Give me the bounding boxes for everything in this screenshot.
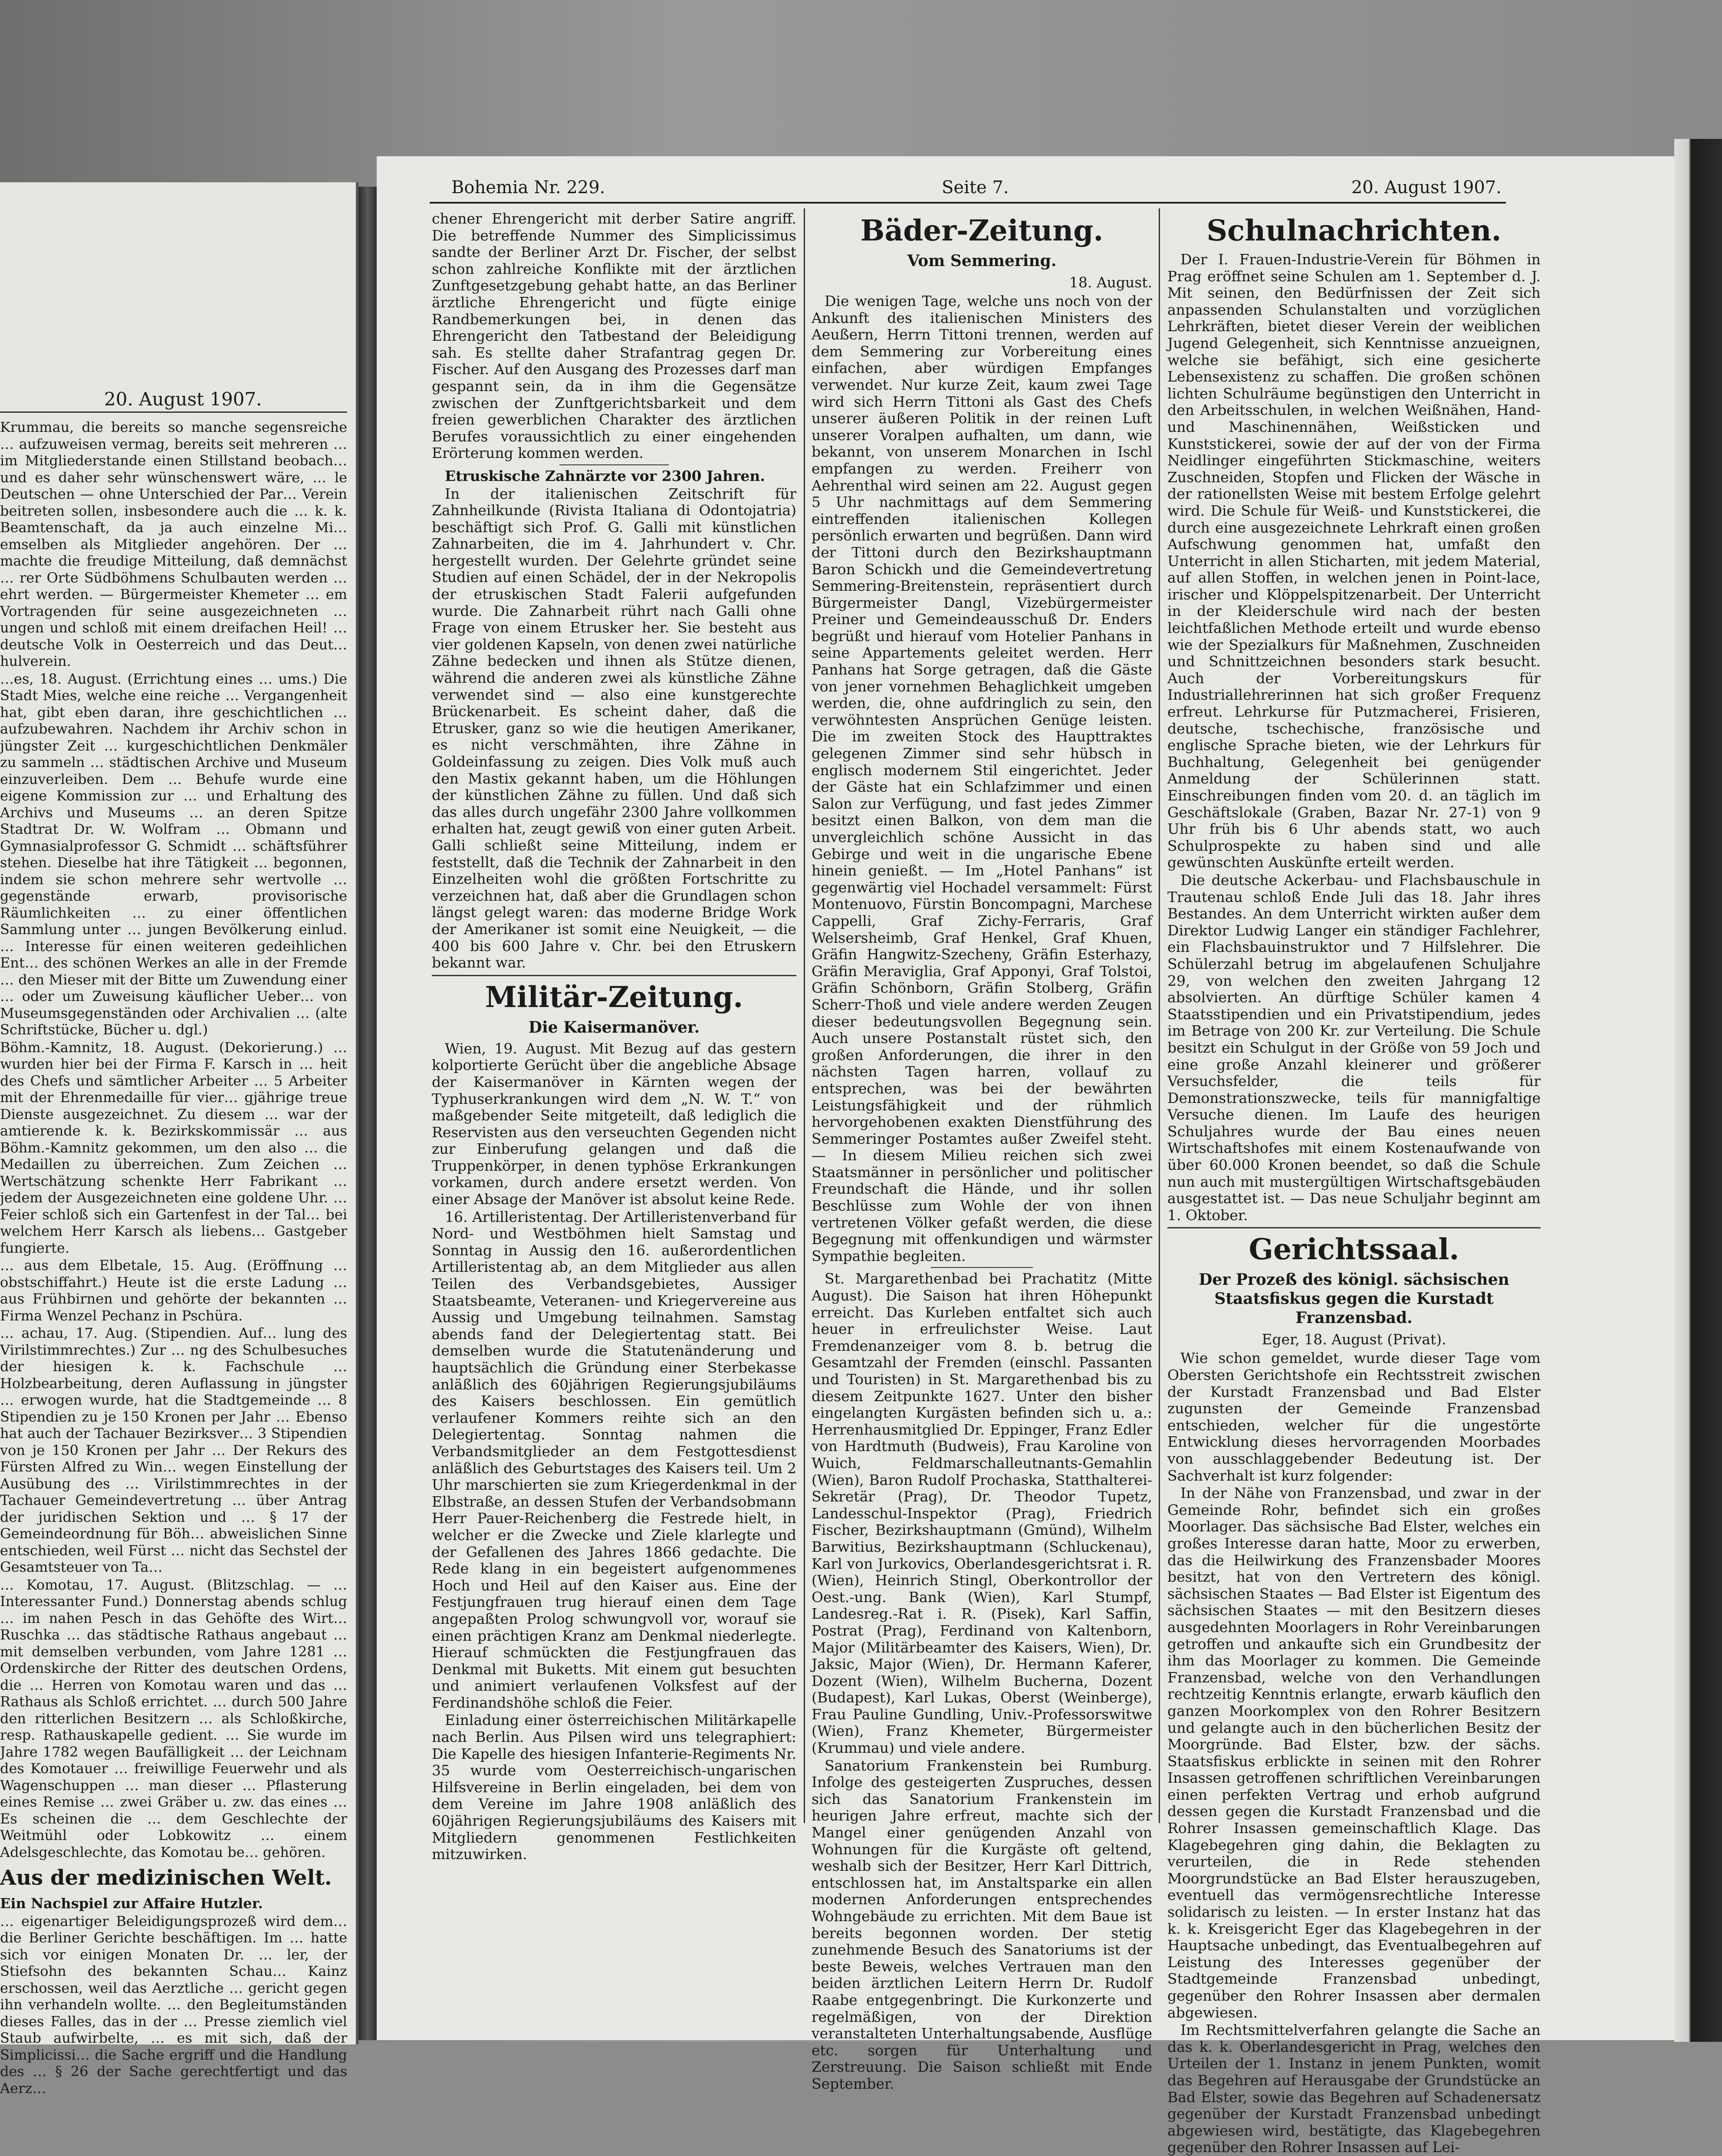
left-article-1: Krummau, die bereits so manche segensreiche … aufzuweisen vermag, bereits seit mehreren … im Mitgliederstande einen Stillstand beobach… und es daher sehr wünschenswert wäre, … le Deutschen — ohne Unterschied der Par… Verein beitreten sollen, insbesondere auch die … k. k. Beamtenschaft, da ja auch einzelne Mi… emselben als Mitglieder angehören. Der … machte die freudige Mitteilung, daß demnächst … rer Orte Südböhmens Schulbauten werden … ehrt werden. — Bürgermeister Khemeter … em Vortragenden für seine ausgezeichneten … ungen und schloß mit einem dreifachen Heil! … deutsche Volk in Oesterreich und das Deut… hulverein.: [0, 419, 347, 669]
left-page-rule: [0, 411, 347, 413]
court-subheading: Der Prozeß des königl. sächsischen Staatsfiskus gegen die Kurstadt Franzensbad.: [1199, 1271, 1509, 1327]
school-section-heading: Schulnachrichten.: [1206, 214, 1502, 247]
left-page-date: 20. August 1907.: [104, 388, 262, 410]
book-binding-edge: [1674, 139, 1722, 2042]
left-article-4: … aus dem Elbetale, 15. Aug. (Eröffnung … obstschiffahrt.) Heute ist die erste Ladung … aus Frühbirnen und gehörte der bekannten … Firma Wenzel Pechanz in Pschüra.: [0, 1257, 347, 1324]
column-3: [1167, 211, 1541, 2156]
book-gutter: [358, 187, 377, 2040]
column-divider-1: [804, 208, 805, 1823]
left-section-subheading: Ein Nachspiel zur Affaire Hutzler.: [0, 1895, 263, 1912]
margarethenbad-article: St. Margarethenbad bei Prachatitz (Mitte August). Die Saison hat ihren Höhepunkt erreicht. Das Kurleben entfaltet sich auch heuer in erfreulichster Weise. Laut Fremdenanzeiger vom 8. b. betrug die Gesamtzahl der Fremden (einschl. Passanten und Touristen) in St. Margarethenbad bis zu diesem Zeitpunkte 1627. Unter den bisher eingelangten Kurgästen befinden sich u. a.: Herrenhausmitglied Dr. Eppinger, Franz Edler von Hardtmuth (Budweis), Frau Karoline von Wuich, Feldmarschalleutnants-Gemahlin (Wien), Baron Rudolf Prochaska, Statthalterei-Sekretär (Prag), Dr. Theodor Tupetz, Landesschul-Inspektor (Prag), Friedrich Fischer, Bezirkshauptmann (Gmünd), Wilhelm Barwitius, Bezirkshauptmann (Schluckenau), Karl von Jurkovics, Oberlandesgerichtsrat i. R. (Wien), Heinrich Stingl, Oberkontrollor der Oest.-ung. Bank (Wien), Karl Stumpf, Landesreg.-Rat i. R. (Pisek), Karl Saffin, Postrat (Prag), Ferdinand von Kaltenborn, Major (Militärbeamter des Kaisers, Wien), Dr. Jaksic, Major (Wien), Dr. Hermann Kaferer, Dozent (Wien), Wilhelm Bucherna, Dozent (Budapest), Karl Lukas, Oberst (Weinberge), Frau Pauline Gundling, Univ.-Professorswitwe (Wien), Franz Khemeter, Bürgermeister (Krummau) und viele andere.: [812, 1270, 1152, 1757]
column-divider-2: [1159, 208, 1160, 1823]
military-article-3: Einladung einer österreichischen Militärkapelle nach Berlin. Aus Pilsen wird uns telegraphiert: Die Kapelle des hiesigen Infanterie-Regiments Nr. 35 wurde vom Oesterreichisch-ungarischen Hilfsvereine in Berlin eingeladen, bei dem von dem Vereine im Jahre 1908 anläßlich des 60jährigen Regierungsjubiläums des Kaisers mit Mitgliedern genommenen Festlichkeiten mitzuwirken.: [432, 1712, 797, 1863]
baths-subheading: Vom Semmering.: [907, 252, 1057, 270]
court-dateline: Eger, 18. August (Privat).: [1262, 1331, 1446, 1348]
simplicissimus-article: chener Ehrengericht mit derber Satire angriff. Die betreffende Nummer des Simplicissimus sandte der Berliner Arzt Dr. Fischer, der selbst schon zahlreiche Konflikte mit der ärztlichen Zunftgesetzgebung gehabt hatte, an das Berliner ärztliche Ehrengericht und fügte einige Randbemerkungen bei, in denen das Ehrengericht den Tatbestand der Beleidigung sah. Es stellte daher Strafantrag gegen Dr. Fischer. Auf den Ausgang des Prozesses darf man gespannt sein, da in ihm die Gegensätze zwischen der Zunftgerichtsbarkeit und dem freien gewerblichen Charakter des ärztlichen Berufes voraussichtlich zu einer eingehenden Erörterung kommen werden.: [432, 210, 796, 462]
left-page-column: [0, 419, 347, 2097]
baths-section-heading: Bäder-Zeitung.: [860, 214, 1104, 247]
frauen-industrie-article: Der I. Frauen-Industrie-Verein für Böhmen in Prag eröffnet seine Schulen am 1. September d. J. Mit seinen, den Bedürfnissen der Zeit sich anpassenden Schulanstalten und vorzüglichen Lehrkräften, bietet dieser Verein der weiblichen Jugend Gelegenheit, sich Kenntnisse anzueignen, welche sie befähigt, sich eine gesicherte Lebensexistenz zu schaffen. Die großen schönen lichten Schulräume begünstigen den Unterricht in den Arbeitsschulen, in welchen Weißnähen, Hand- und Maschinennähen, Weißsticken und Kunststickerei, sowie der auf der von der Firma Neidlinger eingeführten Stickmaschine, weiters Zuschneiden, Stopfen und Flicken der Wäsche in der rationellsten Weise mit bestem Erfolge gelehrt wird. Die Schule für Weiß- und Kunststickerei, die durch eine ausgezeichnete Lehrkraft einen großen Aufschwung genommen hat, umfaßt den Unterricht in allen Sticharten, mit jedem Material, auf allen Stoffen, in welchen jenen in Point-lace, irischer und Klöppelspitzenarbeit. Der Unterricht in der Kleiderschule wird nach der besten leichtfaßlichen Methode erteilt und wurde ebenso wie der Spezialkurs für Maßnehmen, Zuschneiden und Schnittzeichnen besonders stark besucht. Auch der Vorbereitungskurs für Industriallehrerinnen hat sich großer Frequenz erfreut. Lehrkurse für Putzmacherei, Frisieren, deutsche, tschechische, französische und englische Sprache bieten, wie der Lehrkurs für Buchhaltung, Gelegenheit bei genügender Anmeldung der Schülerinnen statt. Einschreibungen finden vom 20. d. an täglich im Geschäftslokale (Graben, Bazar Nr. 27-1) von 9 Uhr früh bis 6 Uhr abends statt, wo auch Schulprospekte zu haben sind und alle gewünschten Auskünfte erteilt werden.: [1167, 251, 1541, 871]
military-article-2: 16. Artilleristentag. Der Artilleristenverband für Nord- und Westböhmen hielt Samstag und Sonntag in Aussig den 16. außerordentlichen Artilleristentag ab, an dem Mitglieder aus allen Teilen des Verbandsgebietes, Aussiger Staatsbeamte, Veteranen- und Kriegervereine aus Aussig und Umgebung teilnahmen. Samstag abends fand der Delegiertentag statt. Bei demselben wurde die Statutenänderung und hauptsächlich die Gründung einer Sterbekasse anläßlich des 60jährigen Regierungsjubiläums des Kaisers beschlossen. Ein gemütlich verlaufener Kommers reihte sich an den Delegiertentag. Sonntag nahmen die Verbandsmitglieder an dem Festgottesdienst anläßlich des Geburtstages des Kaisers teil. Um 2 Uhr marschierten sie zum Kriegerdenkmal in der Elbstraße, an dessen Stufen der Verbandsobmann Herr Pauer-Reichenberg die Festrede hielt, in welcher er die Zwecke und Ziele klarlegte und der Gefallenen des Jahres 1866 gedachte. Die Rede klang in ein begeistert aufgenommenes Hoch und Heil auf den Kaiser aus. Eine der Festjungfrauen trug hierauf einen dem Tage angepaßten Prolog schwungvoll vor, worauf sie einen prächtigen Kranz am Denkmal niederlegte. Hierauf schmückten die Festjungfrauen das Denkmal mit Buketts. Mit einem gut besuchten und animiert verlaufenen Volksfest auf der Ferdinandshöhe schloß die Feier.: [432, 1208, 796, 1711]
article-separator: [931, 1267, 1033, 1268]
etruscan-article: In der italienischen Zeitschrift für Zahnheilkunde (Rivista Italiana di Odontojatria) beschäftigt sich Prof. G. Galli mit künstlichen Zahnarbeiten, die im 4. Jahrhundert v. Chr. hergestellt wurden. Der Gelehrte gründet seine Studien auf einen Schädel, der in der Nekropolis der etruskischen Stadt Falerii aufgefunden wurde. Die Zahnarbeit rührt nach Galli ohne Frage von einem Etrusker her. Sie besteht aus vier goldenen Kapseln, von denen zwei natürliche Zähne bedecken und ihnen als Stütze dienen, während die anderen zwei als künstliche Zähne verwendet sind — also eine kunstgerechte Brückenarbeit. Es scheint daher, daß die Etrusker, ganz so wie die heutigen Amerikaner, es nicht verschmähten, ihre Zähne in Goldeinfassung zu zeigen. Dies Volk muß auch den Mastix gekannt haben, um die Höhlungen der künstlichen Zähne zu füllen. Und daß sich das alles durch ungefähr 2300 Jahre vollkommen erhalten hat, zeugt gewiß von einer guten Arbeit. Galli schließt seine Mitteilung, indem er feststellt, daß die Technik der Zahnarbeit in den Einzelheiten wohl die größten Fortschritte zu verzeichnen hat, daß aber die Grundlagen schon längst gelegt waren: das moderne Bridge Work der Amerikaner ist somit eine Neuigkeit, — die 400 bis 600 Jahre v. Chr. bei den Etruskern bekannt war.: [432, 485, 796, 971]
header-issue: Bohemia Nr. 229.: [451, 178, 605, 197]
section-rule: [432, 975, 796, 976]
etruscan-article-title: Etruskische Zahnärzte vor 2300 Jahren.: [445, 467, 765, 484]
column-1: [432, 210, 797, 1863]
military-section-heading: Militär-Zeitung.: [485, 980, 743, 1014]
court-article-2: In der Nähe von Franzensbad, und zwar in der Gemeinde Rohr, befindet sich ein großes Moorlager. Das sächsische Bad Elster, welches ein großes Interesse daran hatte, Moor zu erwerben, das die Heilwirkung des Franzensbader Moores besitzt, hat von den Vertretern des königl. sächsischen Staates — Bad Elster ist Eigentum des sächsischen Staates — mit den Besitzern dieses ausgedehnten Moorlagers in Rohr Vereinbarungen getroffen und ankaufte sich ein Grundbesitz der ihm das Moorlager zu kommen. Die Gemeinde Franzensbad, welche von den Verhandlungen rechtzeitig Kenntnis erlangte, erwarb käuflich den ganzen Moorkomplex von den Rohrer Besitzern und gelangte auch in den bücherlichen Besitz der Moorgründe. Bad Elster, bzw. der sächs. Staatsfiskus erblickte in seinen mit den Rohrer Insassen getroffenen schriftlichen Vereinbarungen einen perfekten Vertrag und erhob aufgrund dessen gegen die Kurstadt Franzensbad und die Rohrer Insassen gemeinschaftlich Klage. Das Klagebegehren ging dahin, die Beklagten zu verurteilen, die in Rede stehenden Moorgrundstücke an Bad Elster herauszugeben, eventuell das vermögensrechtliche Interesse solidarisch zu leisten. — In erster Instanz hat das k. k. Kreisgericht Eger das Klagebegehren in der Hauptsache unbedingt, das Eventualbegehren auf Leistung des Interesses gegenüber der Stadtgemeinde Franzensbad unbedingt, gegenüber den Rohrer Insassen aber dermalen abgewiesen.: [1167, 1485, 1541, 2021]
article-separator: [559, 464, 669, 465]
header-date: 20. August 1907.: [1351, 178, 1502, 197]
court-article-1: Wie schon gemeldet, wurde dieser Tage vom Obersten Gerichtshofe ein Rechtsstreit zwischen der Kurstadt Franzensbad und Bad Elster zugunsten der Gemeinde Franzensbad entschieden, welcher für die ungestörte Entwicklung dieses hervorragenden Moorbades von ausschlaggebender Bedeutung ist. Der Sachverhalt ist kurz folgender:: [1167, 1350, 1541, 1484]
military-article-1: Wien, 19. August. Mit Bezug auf das gestern kolportierte Gerücht über die angebliche Absage der Kaisermanöver in Kärnten wegen der Typhuserkrankungen wird dem „N. W. T.“ von maßgebender Seite mitgeteilt, daß lediglich die Reservisten aus den verseuchten Gegenden nicht zur Einberufung gelangen und daß die Truppenkörper, in denen typhöse Erkrankungen vorkamen, durch andere ersetzt werden. Von einer Absage der Manöver ist absolut keine Rede.: [432, 1040, 796, 1208]
trautenau-article: Die deutsche Ackerbau- und Flachsbauschule in Trautenau schloß Ende Juli das 18. Jahr ihres Bestandes. An dem Unterricht wirkten außer dem Direktor Ludwig Langer ein ständiger Fachlehrer, ein Flachsbauinstruktor und 7 Hilfslehrer. Die Schülerzahl betrug im abgelaufenen Schuljahre 29, von welchen den zweiten Jahrgang 12 absolvierten. An dürftige Schüler kamen 4 Staatsstipendien und ein Privatstipendium, jedes im Betrage von 200 Kr. zur Verteilung. Die Schule besitzt ein Schulgut in der Größe von 59 Joch und eine große Anzahl kleinerer und größerer Versuchsfelder, die teils für Demonstrationszwecke, teils für mannigfaltige Versuche dienen. Im Laufe des heurigen Schuljahres wurde der Bau eines neuen Wirtschaftshofes mit einem Kostenaufwande von über 60.000 Kronen beendet, so daß die Schule nun auch mit mustergültigen Wirtschaftsgebäuden ausgestattet ist. — Das neue Schuljahr beginnt am 1. Oktober.: [1167, 871, 1541, 1224]
section-rule: [1167, 1227, 1541, 1228]
column-2: [812, 211, 1152, 2092]
left-article-5: … achau, 17. Aug. (Stipendien. Auf… lung des Virilstimmrechtes.) Zur … ng des Schulbesuches der hiesigen k. k. Fachschule … Holzbearbeitung, deren Auflassung in jüngster … erwogen wurde, hat die Stadtgemeinde … 8 Stipendien zu je 150 Kronen per Jahr … Ebenso hat auch der Tachauer Bezirksver… 3 Stipendien von je 150 Kronen per Jahr … Der Rekurs des Fürsten Alfred zu Win… wegen Einstellung der Ausübung des … Virilstimmrechtes in der Tachauer Gemeindevertretung … über Antrag der juridischen Sektion und … § 17 der Gemeindeordnung für Böh… abweislichen Sinne entschieden, weil Fürst … nicht das Sechstel der Gesamtsteuer von Ta…: [0, 1325, 347, 1575]
military-subheading: Die Kaisermanöver.: [528, 1018, 700, 1037]
left-article-3: Böhm.-Kamnitz, 18. August. (Dekorierung.) … wurden hier bei der Firma F. Karsch in … heit des Chefs und sämtlicher Arbeiter … 5 Arbeiter mit der Ehrenmedaille für vier… gjährige treue Dienste ausgezeichnet. Zu diesem … war der amtierende k. k. Bezirkskommissär … aus Böhm.-Kamnitz gekommen, um den also … die Medaillen zu überreichen. Zum Zeichen … Wertschätzung schenkte Herr Fabrikant … jedem der Ausgezeichneten eine goldene Uhr. … Feier schloß sich ein Gartenfest in der Tal… bei welchem Herr Karsch als liebens… Gastgeber fungierte.: [0, 1039, 347, 1256]
baths-dateline: 18. August.: [1069, 274, 1152, 291]
header-page-number: Seite 7.: [942, 178, 1009, 197]
left-article-6: … Komotau, 17. August. (Blitzschlag. — … Interessanter Fund.) Donnerstag abends schlug … im nahen Pesch in das Gehöfte des Wirt… Ruschka … das städtische Rathaus angebaut … mit demselben verbunden, vom Jahre 1281 … Ordenskirche der Ritter des deutschen Ordens, die … Herren von Komotau waren und das … Rathaus als Schloß errichtet. … durch 500 Jahre den ritterlichen Besitzern … als Schloßkirche, resp. Rathauskapelle gedient. … Sie wurde im Jahre 1782 wegen Baufälligkeit … der Leichnam des Komotauer … freiwillige Feuerwehr und als Wagenschuppen … man dieser … Pflasterung eines Remise … zwei Gräber u. zw. das eines … Es scheinen die … dem Geschlechte der Weitmühl oder Lobkowitz … einem Adelsgeschlechte, das Komotau be… gehören.: [0, 1576, 347, 1860]
semmering-article: Die wenigen Tage, welche uns noch von der Ankunft des italienischen Ministers des Aeußern, Herrn Tittoni trennen, werden auf dem Semmering zur Vorbereitung eines einfachen, aber würdigen Empfanges verwendet. Nur kurze Zeit, kaum zwei Tage wird sich Herrn Tittoni als Gast des Chefs unserer äußeren Politik in der reinen Luft unserer Voralpen aufhalten, um dann, wie bekannt, von unserem Monarchen in Ischl empfangen zu werden. Freiherr von Aehrenthal wird seinen am 22. August gegen 5 Uhr nachmittags auf dem Semmering eintreffenden italienischen Kollegen persönlich erwarten und begrüßen. Dann wird der Tittoni durch den Bezirkshauptmann Baron Schickh und die Gemeindevertretung Semmering-Breitenstein, repräsentiert durch Bürgermeister Dangl, Vizebürgermeister Preiner und Gemeindeausschuß Dr. Enders begrüßt und hierauf vom Hotelier Panhans in seine Appartements geleitet werden. Herr Panhans hat Sorge getragen, daß die Gäste von jener vornehmen Behaglichkeit umgeben werden, die, ohne aufdringlich zu sein, den verwöhntesten Ansprüchen Genüge leisten. Die im zweiten Stock des Haupttraktes gelegenen Zimmer sind sehr hübsch in englisch modernem Stil eingerichtet. Jeder der Gäste hat ein Schlafzimmer und einen Salon zur Verfügung, und fast jedes Zimmer besitzt einen Balkon, von dem man die unvergleichlich schöne Aussicht in das Gebirge und weit in die ungarische Ebene hinein genießt. — Im „Hotel Panhans“ ist gegenwärtig viel Hochadel versammelt: Fürst Montenuovo, Fürstin Boncompagni, Marchese Cappelli, Graf Zichy-Ferraris, Graf Welsersheimb, Graf Henkel, Graf Khuen, Gräfin Hangwitz-Szecheny, Gräfin Esterhazy, Gräfin Meraviglia, Graf Apponyi, Graf Tolstoi, Gräfin Schönborn, Gräfin Stolberg, Gräfin Scherr-Thoß und viele andere werden Zeugen dieser bedeutungsvollen Begegnung sein. Auch unsere Postanstalt rüstet sich, den großen Anforderungen, die ihrer in den nächsten Tagen harren, vollauf zu entsprechen, was bei der bewährten Leistungsfähigkeit und der rühmlich hervorgehobenen exakten Dienstführung des Semmeringer Postamtes außer Zweifel steht. — In diesem Milieu reichen sich zwei Staatsmänner in persönlicher und politischer Freundschaft die Hände, und ihr sollen Beschlüsse zum Wohle der von ihnen vertretenen Völker gefaßt werden, die diese Begegnung mit offenkundigen und wärmster Sympathie begleiten.: [812, 293, 1152, 1264]
left-facing-page: [0, 182, 358, 2097]
header-rule: [430, 202, 1506, 204]
left-section-heading: Aus der medizinischen Welt.: [0, 1866, 332, 1890]
court-section-heading: Gerichtssaal.: [1249, 1232, 1459, 1267]
court-article-3: Im Rechtsmittelverfahren gelangte die Sache an das k. k. Oberlandesgericht in Prag, welches den Urteilen der 1. Instanz in jenem Punkten, womit das Begehren auf Herausgabe der Grundstücke an Bad Elster, sowie das Begehren auf Schadenersatz gegenüber der Kurstadt Franzensbad unbedingt abgewiesen wird, bestätigte, das Klagebegehren gegenüber den Rohrer Insassen auf Lei-: [1167, 2021, 1541, 2156]
left-article-2: …es, 18. August. (Errichtung eines … ums.) Die Stadt Mies, welche eine reiche … Vergangenheit hat, gibt eben daran, ihre geschichtlichen … aufzubewahren. Nachdem ihr Archiv schon in jüngster Zeit … kurgeschichtlichen Denkmäler zu sammeln … städtischen Archive und Museum einzuverleiben. Dem … Behufe wurde eine eigene Kommission zur … und Erhaltung des Archivs und Museums … an deren Spitze Stadtrat Dr. W. Wolfram … Obmann und Gymnasialprofessor G. Schmidt … schäftsführer stehen. Dieselbe hat ihre Tätigkeit … begonnen, indem sie schon mehrere sehr wertvolle … gegenstände erwarb, provisorische Räumlichkeiten … zu einer öffentlichen Sammlung unter … jungen Bevölkerung einlud. … Interesse für einen weiteren gedeihlichen Ent… des schönen Werkes an alle in der Fremde … den Mieser mit der Bitte um Zuwendung einer … oder um Zuweisung käuflicher Ueber… von Museumsgegenständen oder Archivalien … (alte Schriftstücke, Bücher u. dgl.): [0, 670, 347, 1038]
frankenstein-article: Sanatorium Frankenstein bei Rumburg. Infolge des gesteigerten Zuspruches, dessen sich das Sanatorium Frankenstein im heurigen Jahre erfreut, machte sich der Mangel einer genügenden Anzahl von Wohnungen für die Kurgäste oft geltend, weshalb sich der Besitzer, Herr Karl Dittrich, entschlossen hat, im Anstaltsparke ein allen modernen Anforderungen entsprechendes Wohngebäude zu errichten. Mit dem Baue ist bereits begonnen worden. Der stetig zunehmende Besuch des Sanatoriums ist der beste Beweis, welches Vertrauen man den beiden ärztlichen Leitern Herrn Dr. Rudolf Raabe entgegenbringt. Die Kurkonzerte und regelmäßigen, von der Direktion veranstalteten Unterhaltungsabende, Ausflüge etc. sorgen für Unterhaltung und Zerstreuung. Die Saison schließt mit Ende September.: [812, 1757, 1152, 2092]
left-med-article: … eigenartiger Beleidigungsprozeß wird dem… die Berliner Gerichte beschäftigen. Im … hatte sich vor einigen Monaten Dr. … ler, der Stiefsohn des bekannten Schau… Kainz erschossen, weil das Aerztliche … gericht gegen ihn verhandeln wollte. … den Begleitumständen dieses Falles, das in der … Presse ziemlich viel Staub aufwirbelte, … es mit sich, daß der Simplicissi… die Sache ergriff und die Handlung des … § 26 der Sache gerechtfertigt und das Aerz…: [0, 1912, 347, 2097]
page-header: [451, 176, 1502, 202]
